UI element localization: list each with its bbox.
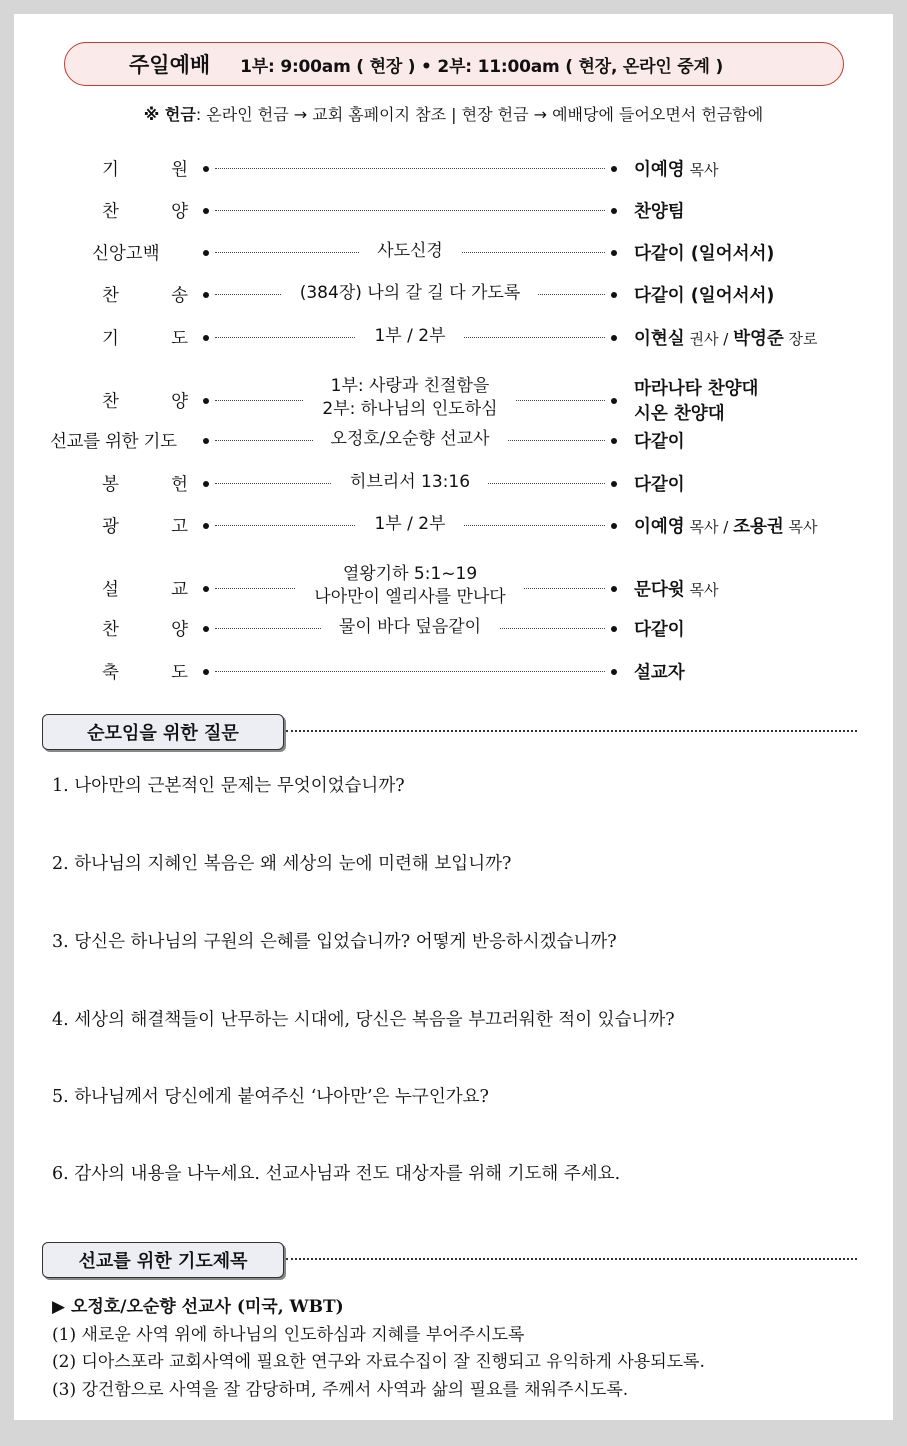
- order-label-char: 광: [102, 517, 119, 537]
- bullet-dot: [203, 250, 209, 256]
- bullet-dot: [611, 438, 617, 444]
- order-label-char: 교: [171, 580, 188, 600]
- order-label: [102, 388, 188, 413]
- bullet-dot: [203, 166, 209, 172]
- order-label-char: 양: [171, 202, 188, 222]
- order-label: [102, 325, 188, 350]
- leader-name: 마라나타 찬양대: [634, 379, 759, 399]
- order-label-text: 신앙고백: [92, 244, 160, 264]
- bullet-dot: [203, 523, 209, 529]
- bullet-dot: [203, 626, 209, 632]
- order-label-char: 양: [171, 620, 188, 640]
- order-content-line: 1부 / 2부: [356, 513, 463, 536]
- order-content: [214, 471, 606, 494]
- order-content-line: (384장) 나의 갈 길 다 가도록: [282, 282, 539, 305]
- bullet-dot: [203, 586, 209, 592]
- order-label: [102, 616, 188, 641]
- order-label-char: 기: [102, 160, 119, 180]
- order-label: [102, 471, 188, 496]
- order-label-text: 선교를 위한 기도: [50, 432, 177, 452]
- leader-name: 다같이: [634, 620, 685, 640]
- bullet-dot: [611, 481, 617, 487]
- order-leader: [634, 576, 718, 601]
- order-content-line: 열왕기하 5:1~19: [325, 563, 495, 586]
- order-label: [102, 282, 188, 307]
- order-content-line: 물이 바다 덮음같이: [321, 616, 499, 639]
- leader-name: 다같이: [634, 475, 685, 495]
- bullet-dot: [611, 398, 617, 404]
- bullet-dot: [203, 292, 209, 298]
- leader-title: 목사: [783, 518, 818, 536]
- order-content: [214, 282, 606, 305]
- questions-section-title: [42, 714, 284, 750]
- order-label: [102, 156, 188, 181]
- order-content-line: 나아만이 엘리사를 만나다: [296, 586, 523, 609]
- worship-times: 1부: 9:00am ( 현장 ) • 2부: 11:00am ( 현장, 온라인 중계 ): [240, 56, 724, 77]
- offering-note-prefix: ※ 헌금: [143, 105, 196, 124]
- bullet-dot: [611, 669, 617, 675]
- order-label-char: 봉: [102, 475, 119, 495]
- prayer-section-divider: [286, 1258, 857, 1260]
- order-label-char: 찬: [102, 620, 119, 640]
- order-content-line: 1부: 사랑과 친절함을: [313, 375, 508, 398]
- bullet-dot: [203, 669, 209, 675]
- prayer-item: (3) 강건함으로 사역을 잘 감당하며, 주께서 사역과 삶의 필요를 채워주시도록.: [52, 1379, 629, 1400]
- leader-name: 다같이 (일어서서): [634, 244, 775, 264]
- leader-name: 시온 찬양대: [634, 404, 725, 424]
- order-label-char: 찬: [102, 202, 119, 222]
- leader-name: 다같이: [634, 432, 685, 452]
- leader-title: 목사 /: [684, 518, 734, 536]
- bullet-dot: [611, 250, 617, 256]
- bullet-dot: [203, 398, 209, 404]
- order-label: [92, 240, 190, 265]
- bullet-dot: [611, 208, 617, 214]
- leader-title: 목사: [684, 581, 719, 599]
- bullet-dot: [203, 335, 209, 341]
- prayer-item: (1) 새로운 사역 위에 하나님의 인도하심과 지혜를 부어주시도록: [52, 1324, 525, 1345]
- order-content: [214, 240, 606, 263]
- order-leader: [634, 375, 758, 425]
- bullet-dot: [611, 335, 617, 341]
- order-content-line: 오정호/오순향 선교사: [313, 428, 508, 451]
- order-leader: [634, 616, 685, 641]
- offering-note-text: : 온라인 헌금 → 교회 홈페이지 참조 | 현장 헌금 → 예배당에 들어오면서 헌금함에: [195, 105, 764, 124]
- dotted-leader: [215, 671, 605, 672]
- prayer-list: [52, 1294, 705, 1404]
- order-content: [214, 563, 606, 609]
- bullet-dot: [611, 586, 617, 592]
- order-label: [102, 198, 188, 223]
- prayer-section-title-text: 선교를 위한 기도제목: [78, 1251, 248, 1272]
- order-label-char: 헌: [171, 475, 188, 495]
- leader-title: 목사: [684, 161, 719, 179]
- leader-title: 권사 /: [684, 330, 734, 348]
- order-content-line: 1부 / 2부: [356, 325, 463, 348]
- order-leader: [634, 659, 685, 684]
- order-label-char: 기: [102, 329, 119, 349]
- leader-name: 이예영: [634, 160, 685, 180]
- leader-title: 장로: [783, 330, 818, 348]
- bulletin-page: [14, 14, 893, 1420]
- order-content: [214, 325, 606, 348]
- leader-name: 이현실: [634, 329, 685, 349]
- offering-note: [14, 102, 893, 125]
- order-label-char: 도: [171, 329, 188, 349]
- order-leader: [634, 240, 774, 265]
- order-label: [102, 513, 188, 538]
- order-label-char: 찬: [102, 392, 119, 412]
- question-4: 4. 세상의 해결책들이 난무하는 시대에, 당신은 복음을 부끄러워한 적이 있습니까?: [52, 1010, 675, 1030]
- question-2: 2. 하나님의 지혜인 복음은 왜 세상의 눈에 미련해 보입니까?: [52, 854, 512, 874]
- leader-name: 박영준: [733, 329, 784, 349]
- question-1: 1. 나아만의 근본적인 문제는 무엇이었습니까?: [52, 776, 405, 796]
- prayer-item: (2) 디아스포라 교회사역에 필요한 연구와 자료수집이 잘 진행되고 유익하게 사용되도록.: [52, 1352, 705, 1372]
- bullet-dot: [611, 523, 617, 529]
- questions-section-divider: [286, 730, 857, 732]
- leader-name: 조용권: [733, 517, 784, 537]
- prayer-heading: ▶ 오정호/오순향 선교사 (미국, WBT): [52, 1297, 344, 1317]
- order-content-line: 2부: 하나님의 인도하심: [304, 398, 515, 421]
- order-label-char: 도: [171, 663, 188, 683]
- questions-section-title-text: 순모임을 위한 질문: [87, 723, 239, 744]
- order-leader: [634, 156, 718, 181]
- bullet-dot: [611, 292, 617, 298]
- order-leader: [634, 325, 818, 350]
- order-label-char: 찬: [102, 286, 119, 306]
- dotted-leader: [215, 168, 605, 169]
- bullet-dot: [203, 208, 209, 214]
- order-label-char: 양: [171, 392, 188, 412]
- order-label-char: 설: [102, 580, 119, 600]
- worship-title: 주일예배: [129, 53, 211, 77]
- order-label-char: 고: [171, 517, 188, 537]
- bullet-dot: [611, 166, 617, 172]
- order-leader: [634, 282, 774, 307]
- order-leader: [634, 513, 818, 538]
- order-label-char: 원: [171, 160, 188, 180]
- order-label: [102, 576, 188, 601]
- order-leader: [634, 471, 685, 496]
- leader-name: 설교자: [634, 663, 685, 683]
- dotted-leader: [215, 210, 605, 211]
- order-content: [214, 616, 606, 639]
- order-label: [50, 428, 190, 453]
- order-leader: [634, 198, 685, 223]
- order-content-line: 히브리서 13:16: [332, 471, 488, 494]
- bullet-dot: [203, 481, 209, 487]
- question-3: 3. 당신은 하나님의 구원의 은혜를 입었습니까? 어떻게 반응하시겠습니까?: [52, 932, 617, 952]
- leader-name: 찬양팀: [634, 202, 685, 222]
- order-content-line: 사도신경: [359, 240, 461, 263]
- question-5: 5. 하나님께서 당신에게 붙여주신 ‘나아만’은 누구인가요?: [52, 1087, 489, 1107]
- leader-name: 문다윗: [634, 580, 685, 600]
- bullet-dot: [611, 626, 617, 632]
- order-label-char: 축: [102, 663, 119, 683]
- order-content: [214, 375, 606, 421]
- prayer-section-title: [42, 1242, 284, 1278]
- worship-header: [64, 42, 844, 86]
- order-leader: [634, 428, 685, 453]
- order-content: [214, 513, 606, 536]
- order-content: [214, 428, 606, 451]
- order-label-char: 송: [171, 286, 188, 306]
- leader-name: 다같이 (일어서서): [634, 286, 775, 306]
- bullet-dot: [203, 438, 209, 444]
- question-6: 6. 감사의 내용을 나누세요. 선교사님과 전도 대상자를 위해 기도해 주세요.: [52, 1164, 621, 1184]
- order-label: [102, 659, 188, 684]
- leader-name: 이예영: [634, 517, 685, 537]
